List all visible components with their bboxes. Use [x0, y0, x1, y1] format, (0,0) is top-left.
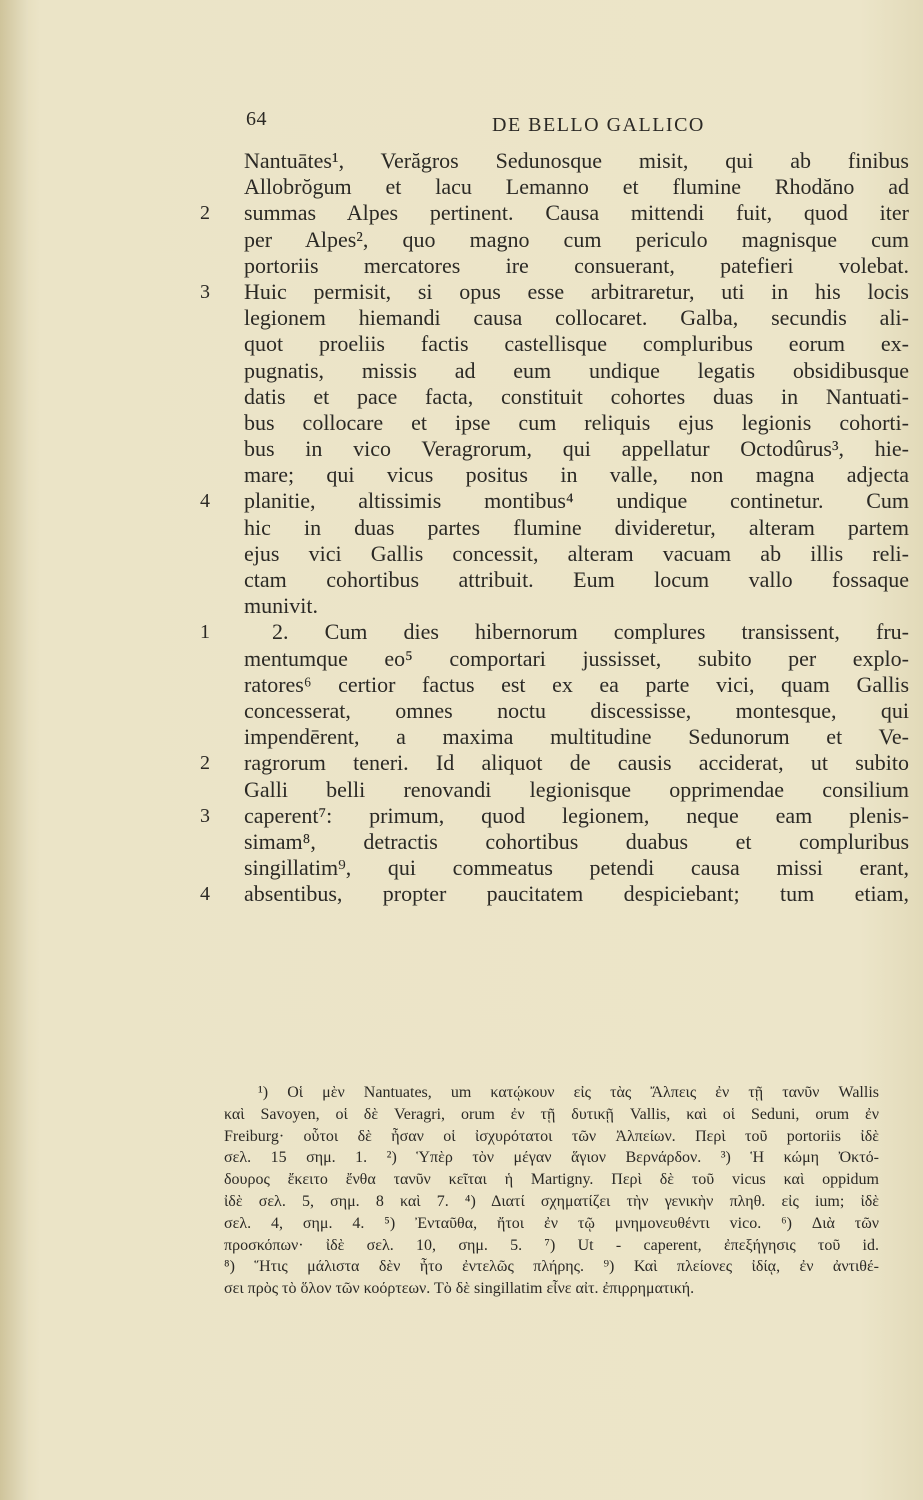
- text-line-content: Galli belli renovandi legionisque opprimendae consilium: [244, 776, 909, 802]
- margin-section-number: 2: [200, 202, 210, 225]
- text-line: [0, 462, 923, 488]
- text-line-content: Huic permisit, si opus esse arbitraretur, uti in his locis: [244, 278, 909, 304]
- text-line-content: concesserat, omnes noctu discessisse, montesque, qui: [244, 697, 909, 723]
- footnote-line: [0, 1214, 923, 1236]
- footnote-line: [0, 1192, 923, 1214]
- text-line: [0, 410, 923, 436]
- text-line: [0, 698, 923, 724]
- text-line-content: portoriis mercatores ire consuerant, patefieri volebat.: [244, 252, 909, 278]
- footnote-line: [0, 1170, 923, 1192]
- text-line-content: bus in vico Veragrorum, qui appellatur Octodûrus³, hie-: [244, 436, 909, 462]
- text-line: [0, 515, 923, 541]
- text-line: [0, 803, 923, 829]
- text-line: [0, 593, 923, 619]
- footnote-line-content: προσκόπων· ἰδὲ σελ. 10, σημ. 5. ⁷) Ut - caperent, ἐπεξήγησις τοῦ id.: [224, 1236, 879, 1254]
- page-header: [0, 108, 923, 144]
- text-line-content: absentibus, propter paucitatem despiciebant; tum etiam,: [244, 881, 909, 907]
- text-line: [0, 384, 923, 410]
- footnote-line-content: σει πρὸς τὸ ὅλον τῶν κοόρτεων. Τὸ δὲ singillatim εἶνε αἰτ. ἐπιρρηματική.: [224, 1280, 695, 1298]
- text-line-content: planitie, altissimis montibus⁴ undique continetur. Cum: [244, 488, 909, 514]
- footnote-line-content: σελ. 4, σημ. 4. ⁵) Ἐνταῦθα, ἤτοι ἐν τῷ μνημονευθέντι vico. ⁶) Διὰ τῶν: [224, 1214, 879, 1232]
- margin-section-number: 3: [200, 804, 210, 827]
- text-line-content: datis et pace facta, constituit cohortes duas in Nantuati-: [244, 383, 909, 409]
- footnote-line: [0, 1105, 923, 1127]
- margin-section-number: 1: [200, 621, 210, 644]
- footnote-line: [0, 1148, 923, 1170]
- text-line-content: simam⁸, detractis cohortibus duabus et compluribus: [244, 828, 909, 854]
- text-line: [0, 488, 923, 514]
- margin-section-number: 3: [200, 280, 210, 303]
- footnote-line-content: ⁸) Ἥτις μάλιστα δὲν ἦτο ἐντελῶς πλήρης. ⁹) Καὶ πλείονες ἰδίᾳ, ἐν ἀντιθέ-: [224, 1258, 879, 1276]
- text-line-content: bus collocare et ipse cum reliquis ejus legionis cohorti-: [244, 409, 909, 435]
- text-line-content: legionem hiemandi causa collocaret. Galba, secundis ali-: [244, 305, 909, 331]
- text-line: [0, 646, 923, 672]
- text-line-content: singillatim⁹, qui commeatus petendi causa missi erant,: [244, 855, 909, 881]
- footnote-line-content: Freiburg· οὗτοι δὲ ἦσαν οἱ ἰσχυρότατοι τῶν Ἀλπείων. Περὶ τοῦ portoriis ἰδὲ: [224, 1127, 879, 1145]
- text-line: [0, 200, 923, 226]
- footnote-line: [0, 1279, 923, 1301]
- text-line-content: munivit.: [244, 593, 318, 619]
- text-line-content: 2. Cum dies hibernorum complures transissent, fru-: [272, 619, 909, 645]
- text-line: [0, 174, 923, 200]
- text-line-content: summas Alpes pertinent. Causa mittendi fuit, quod iter: [244, 200, 909, 226]
- text-line: [0, 855, 923, 881]
- footnote-line: [0, 1083, 923, 1105]
- text-line-content: mentumque eo⁵ comportari jussisset, subito per explo-: [244, 645, 909, 671]
- margin-section-number: 4: [200, 490, 210, 513]
- text-line: [0, 567, 923, 593]
- text-line: [0, 279, 923, 305]
- text-line: [0, 148, 923, 174]
- text-line: [0, 750, 923, 776]
- footnote-line-content: καὶ Savoyen, οἱ δὲ Veragri, orum ἐν τῇ δυτικῇ Vallis, καὶ οἱ Seduni, orum ἐν: [224, 1105, 879, 1123]
- text-line-content: caperent⁷: primum, quod legionem, neque eam plenis-: [244, 802, 909, 828]
- text-line: [0, 541, 923, 567]
- text-line: [0, 724, 923, 750]
- text-line-content: mare; qui vicus positus in valle, non magna adjecta: [244, 462, 909, 488]
- footnote-line: [0, 1257, 923, 1279]
- text-line-content: ejus vici Gallis concessit, alteram vacuam ab illis reli-: [244, 540, 909, 566]
- footnotes: [0, 1083, 923, 1301]
- text-line: [0, 358, 923, 384]
- text-line-content: pugnatis, missis ad eum undique legatis obsidibusque: [244, 357, 909, 383]
- text-line: [0, 253, 923, 279]
- text-line: [0, 436, 923, 462]
- footnote-line: [0, 1236, 923, 1258]
- text-line-content: per Alpes², quo magno cum periculo magnisque cum: [244, 226, 909, 252]
- text-line: [0, 672, 923, 698]
- text-line-content: Nantuātes¹, Verăgros Sedunosque misit, qui ab finibus: [244, 148, 909, 173]
- text-line-content: Allobrŏgum et lacu Lemanno et flumine Rhodăno ad: [244, 174, 909, 200]
- margin-section-number: 2: [200, 752, 210, 775]
- text-line-content: ratores⁶ certior factus est ex ea parte vici, quam Gallis: [244, 671, 909, 697]
- text-line: [0, 331, 923, 357]
- main-text: [0, 148, 923, 907]
- text-line-content: impendērent, a maxima multitudine Sedunorum et Ve-: [244, 724, 909, 750]
- text-line: [0, 619, 923, 645]
- text-line: [0, 881, 923, 907]
- text-line: [0, 777, 923, 803]
- text-line-content: hic in duas partes flumine divideretur, alteram partem: [244, 514, 909, 540]
- footnote-line-content: δουρος ἔκειτο ἔνθα τανῦν κεῖται ἡ Martigny. Περὶ δὲ τοῦ vicus καὶ oppidum: [224, 1171, 879, 1189]
- text-line-content: ctam cohortibus attribuit. Eum locum vallo fossaque: [244, 567, 909, 592]
- text-line: [0, 227, 923, 253]
- footnote-line: [0, 1127, 923, 1149]
- footnote-line-content: σελ. 15 σημ. 1. ²) Ὑπὲρ τὸν μέγαν ἅγιον Βερνάρδον. ³) Ἡ κώμη Ὀκτό-: [224, 1149, 879, 1167]
- footnote-line-content: ἰδὲ σελ. 5, σημ. 8 καὶ 7. ⁴) Διατί σχηματίζει τὴν γενικὴν πληθ. εἰς ium; ἰδὲ: [224, 1192, 879, 1210]
- text-line-content: ragrorum teneri. Id aliquot de causis acciderat, ut subito: [244, 750, 909, 776]
- page-number: 64: [246, 108, 267, 130]
- text-line: [0, 829, 923, 855]
- running-title: DE BELLO GALLICO: [492, 114, 705, 136]
- text-line: [0, 305, 923, 331]
- text-line-content: quot proeliis factis castellisque compluribus eorum ex-: [244, 331, 909, 357]
- footnote-line-content: ¹) Οἱ μὲν Nantuates, um κατῴκουν εἰς τὰς Ἄλπεις ἐν τῇ τανῦν Wallis: [258, 1084, 879, 1101]
- margin-section-number: 4: [200, 883, 210, 906]
